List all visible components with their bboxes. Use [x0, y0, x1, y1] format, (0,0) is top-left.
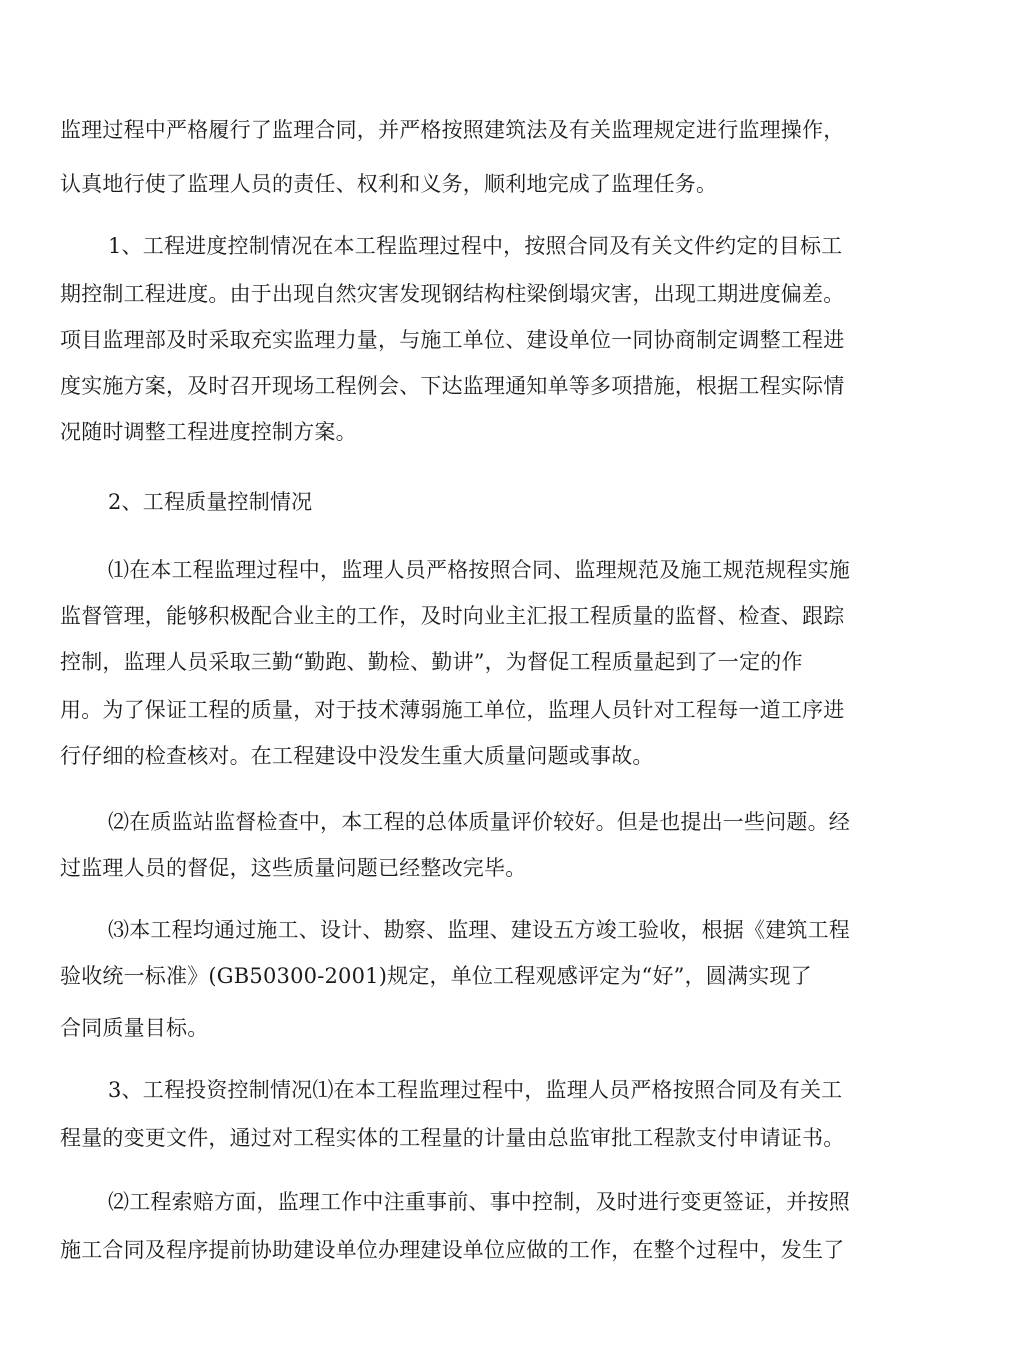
text-line: ⑵在质监站监督检查中，本工程的总体质量评价较好。但是也提出一些问题。经	[108, 810, 850, 834]
text-line: ⑴在本工程监理过程中，监理人员严格按照合同、监理规范及施工规范规程实施	[108, 558, 850, 582]
text-line: 况随时调整工程进度控制方案。	[60, 420, 357, 444]
text-line: 度实施方案，及时召开现场工程例会、下达监理通知单等多项措施，根据工程实际情	[60, 374, 845, 398]
text-line: 监督管理，能够积极配合业主的工作，及时向业主汇报工程质量的监督、检查、跟踪	[60, 604, 845, 628]
text-line: 过监理人员的督促，这些质量问题已经整改完毕。	[60, 856, 527, 880]
text-line: 项目监理部及时采取充实监理力量，与施工单位、建设单位一同协商制定调整工程进	[60, 328, 845, 352]
section-3-heading-line: 3、工程投资控制情况⑴在本工程监理过程中，监理人员严格按照合同及有关工	[108, 1078, 843, 1102]
section-1-heading-line: 1、工程进度控制情况在本工程监理过程中，按照合同及有关文件约定的目标工	[108, 234, 843, 258]
text-line: 合同质量目标。	[60, 1016, 209, 1040]
text-line: 程量的变更文件，通过对工程实体的工程量的计量由总监审批工程款支付申请证书。	[60, 1126, 845, 1150]
text-line: 认真地行使了监理人员的责任、权利和义务，顺利地完成了监理任务。	[60, 172, 718, 196]
text-line: 验收统一标准》(GB50300-2001)规定，单位工程观感评定为“好”，圆满实现了	[60, 964, 812, 988]
text-line: ⑶本工程均通过施工、设计、勘察、监理、建设五方竣工验收，根据《建筑工程	[108, 918, 850, 942]
text-line: 用。为了保证工程的质量，对于技术薄弱施工单位，监理人员针对工程每一道工序进	[60, 698, 845, 722]
text-line: 期控制工程进度。由于出现自然灾害发现钢结构柱梁倒塌灾害，出现工期进度偏差。	[60, 282, 845, 306]
text-line: 控制，监理人员采取三勤“勤跑、勤检、勤讲”，为督促工程质量起到了一定的作	[60, 650, 803, 674]
section-2-heading: 2、工程质量控制情况	[108, 490, 313, 514]
text-line: 施工合同及程序提前协助建设单位办理建设单位应做的工作，在整个过程中，发生了	[60, 1238, 845, 1262]
text-line: ⑵工程索赔方面，监理工作中注重事前、事中控制，及时进行变更签证，并按照	[108, 1190, 850, 1214]
text-line: 监理过程中严格履行了监理合同，并严格按照建筑法及有关监理规定进行监理操作，	[60, 118, 845, 142]
text-line: 行仔细的检查核对。在工程建设中没发生重大质量问题或事故。	[60, 744, 654, 768]
